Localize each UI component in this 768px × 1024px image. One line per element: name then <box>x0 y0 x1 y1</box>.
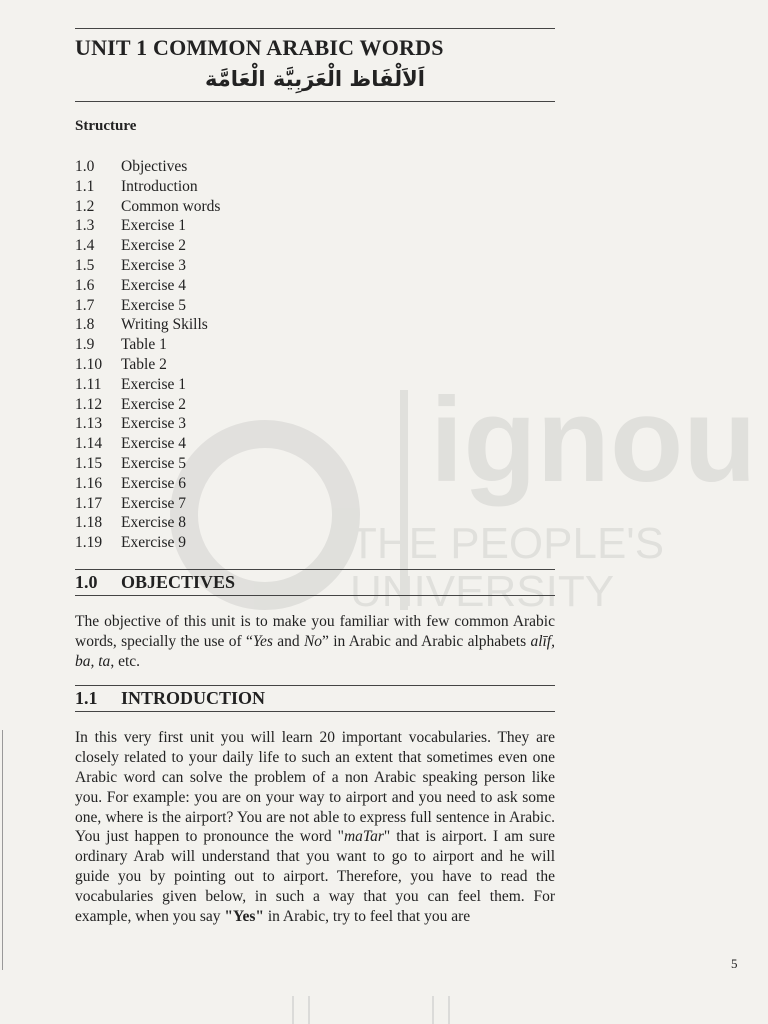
toc-item-number: 1.8 <box>75 316 95 334</box>
objectives-heading <box>75 569 555 596</box>
toc-item-label: Writing Skills <box>121 316 208 334</box>
top-rule <box>75 28 555 29</box>
toc-item-number: 1.5 <box>75 256 95 274</box>
toc-item <box>75 256 555 276</box>
toc-item <box>75 236 555 256</box>
scan-margin-line <box>2 730 3 970</box>
toc-item-label: Exercise 1 <box>121 217 186 235</box>
toc-item <box>75 513 555 533</box>
toc-item <box>75 395 555 415</box>
toc-item-label: Exercise 2 <box>121 237 186 255</box>
toc-item-number: 1.18 <box>75 514 103 532</box>
toc-item-label: Exercise 5 <box>121 296 186 314</box>
watermark-tagline: THE PEOPLE'S UNIVERSITY <box>350 519 665 617</box>
section-number: 1.0 <box>75 571 98 592</box>
toc-item-label: Exercise 4 <box>121 276 186 294</box>
toc-item-number: 1.15 <box>75 454 103 472</box>
toc-item <box>75 434 555 454</box>
toc-item-number: 1.7 <box>75 296 95 314</box>
toc-item-label: Objectives <box>121 158 188 175</box>
toc-item-label: Exercise 1 <box>121 375 186 393</box>
structure-heading: Structure <box>75 118 137 134</box>
section-title: OBJECTIVES <box>121 571 236 592</box>
toc-item-number: 1.6 <box>75 276 95 294</box>
binding-mark-right <box>432 996 450 1024</box>
toc-item-label: Table 1 <box>121 336 167 354</box>
watermark-ignou: ignou <box>430 373 757 507</box>
toc-item <box>75 157 555 177</box>
toc-item-label: Exercise 9 <box>121 534 186 552</box>
toc-item-number: 1.0 <box>75 158 95 175</box>
toc-item-number: 1.11 <box>75 375 102 393</box>
binding-mark-left <box>292 996 310 1024</box>
toc-item-label: Exercise 7 <box>121 494 186 512</box>
toc-item-number: 1.12 <box>75 395 103 413</box>
toc-item <box>75 494 555 514</box>
toc-item-label: Table 2 <box>121 355 167 373</box>
toc-item-label: Exercise 5 <box>121 454 186 472</box>
toc-item <box>75 296 555 316</box>
page-content <box>75 28 555 926</box>
toc-item-label: Common words <box>121 197 221 215</box>
toc-item <box>75 414 555 434</box>
toc-item-number: 1.17 <box>75 494 103 512</box>
toc-item <box>75 335 555 355</box>
arabic-title: اَلاَلْفَاظ الْعَرَبِيَّة الْعَامَّة <box>205 67 425 91</box>
toc-item-label: Exercise 3 <box>121 415 186 433</box>
toc-item-number: 1.2 <box>75 197 95 215</box>
toc-item-number: 1.19 <box>75 534 103 552</box>
toc-item-number: 1.3 <box>75 217 95 235</box>
section-number: 1.1 <box>75 688 98 709</box>
toc-item-number: 1.9 <box>75 336 95 354</box>
title-bottom-rule <box>75 101 555 102</box>
toc-item <box>75 375 555 395</box>
toc-item <box>75 197 555 217</box>
toc-item-number: 1.1 <box>75 177 95 195</box>
toc-item <box>75 474 555 494</box>
unit-title: UNIT 1 COMMON ARABIC WORDS <box>75 35 444 60</box>
introduction-paragraph: In this very first unit you will learn 20 important vocabularies. They are closely related to your daily life to such an extent that sometimes even one Arabic word can solve the problem of a non Arabic speaking person like you. For example: you are on your way to airport and you need to ask some one, where is the airport? You are not able to express full sentence in Arabic. You just happen to pronounce the word "maTar" that is airport. I am sure ordinary Arab will understand that you want to go to airport and he will guide you by pointing out to airport. Therefore, you have to read the vocabularies given below, in such a way that you can feel them. For example, when you say "Yes" in Arabic, try to feel that you are <box>75 729 555 925</box>
toc-item <box>75 533 555 553</box>
toc-item-label: Exercise 6 <box>121 474 186 492</box>
toc-item-label: Exercise 4 <box>121 435 186 453</box>
toc-item-label: Introduction <box>121 177 198 195</box>
toc-item <box>75 216 555 236</box>
toc-item <box>75 454 555 474</box>
page-number: 5 <box>731 956 738 971</box>
toc-item <box>75 315 555 335</box>
section-title: INTRODUCTION <box>121 688 266 709</box>
toc-item-number: 1.14 <box>75 435 103 453</box>
introduction-heading <box>75 685 555 712</box>
toc-item-number: 1.13 <box>75 415 103 433</box>
toc-item-label: Exercise 8 <box>121 514 186 532</box>
toc-item-number: 1.16 <box>75 474 103 492</box>
toc-item-label: Exercise 2 <box>121 395 186 413</box>
toc-item-number: 1.4 <box>75 237 95 255</box>
table-of-contents <box>75 157 555 553</box>
toc-item <box>75 177 555 197</box>
toc-item <box>75 276 555 296</box>
toc-item-label: Exercise 3 <box>121 256 186 274</box>
toc-item-number: 1.10 <box>75 355 103 373</box>
objectives-paragraph: The objective of this unit is to make you familiar with few common Arabic words, specially the use of “Yes and No” in Arabic and Arabic alphabets alīf, ba, ta, etc. <box>75 612 555 670</box>
toc-item <box>75 355 555 375</box>
